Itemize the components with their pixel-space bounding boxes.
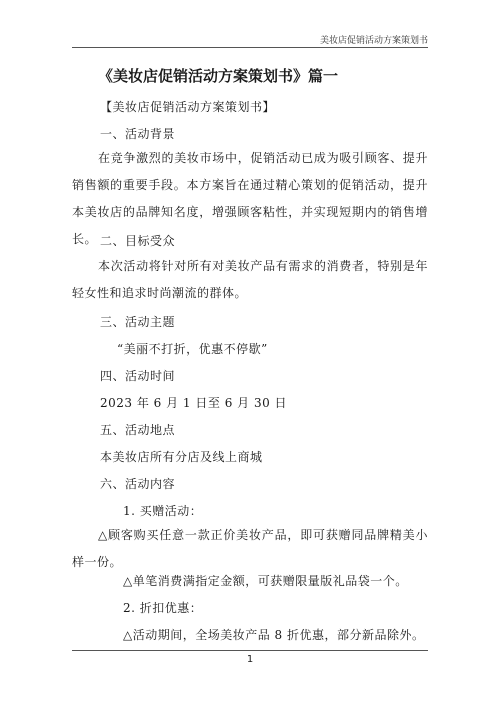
document-subtitle: 【美妆店促销活动方案策划书】 bbox=[100, 100, 276, 114]
header-title: 美妆店促销活动方案策划书 bbox=[319, 36, 428, 46]
section-body-theme: “美丽不打折，优惠不停歇” bbox=[117, 342, 268, 356]
page-number: 1 bbox=[246, 654, 254, 665]
header-divider bbox=[72, 47, 428, 48]
item-heading-discount: 2. 折扣优惠： bbox=[123, 601, 203, 615]
section-body-time: 2023 年 6 月 1 日至 6 月 30 日 bbox=[100, 396, 288, 410]
section-body-location: 本美妆店所有分店及线上商城 bbox=[100, 450, 263, 464]
item-point-discount: △活动期间，全场美妆产品 8 折优惠，部分新品除外。 bbox=[123, 628, 425, 642]
section-heading-time: 四、活动时间 bbox=[100, 369, 176, 383]
section-heading-content: 六、活动内容 bbox=[100, 477, 176, 491]
section-heading-background: 一、活动背景 bbox=[100, 127, 176, 141]
section-heading-theme: 三、活动主题 bbox=[100, 315, 176, 329]
section-heading-location: 五、活动地点 bbox=[100, 423, 176, 437]
item-heading-gift: 1. 买赠活动： bbox=[123, 504, 203, 518]
item-point-gift-bag: △单笔消费满指定金额，可获赠限量版礼品袋一个。 bbox=[123, 574, 408, 588]
section-heading-audience: 二、目标受众 bbox=[100, 234, 176, 248]
section-body-audience: 本次活动将针对所有对美妆产品有需求的消费者，特别是年轻女性和追求时尚潮流的群体。 bbox=[72, 259, 428, 300]
item-point-gift-sample: △顾客购买任意一款正价美妆产品，即可获赠同品牌精美小样一份。 bbox=[72, 528, 428, 569]
section-body-background: 在竞争激烈的美妆市场中，促销活动已成为吸引顾客、提升销售额的重要手段。本方案旨在通过精心策划的促销活动，提升本美妆店的品牌知名度，增强顾客粘性，并实现短期内的销售增长。 bbox=[72, 151, 428, 246]
document-title: 《美妆店促销活动方案策划书》篇一 bbox=[98, 67, 339, 85]
footer-divider bbox=[72, 650, 428, 651]
